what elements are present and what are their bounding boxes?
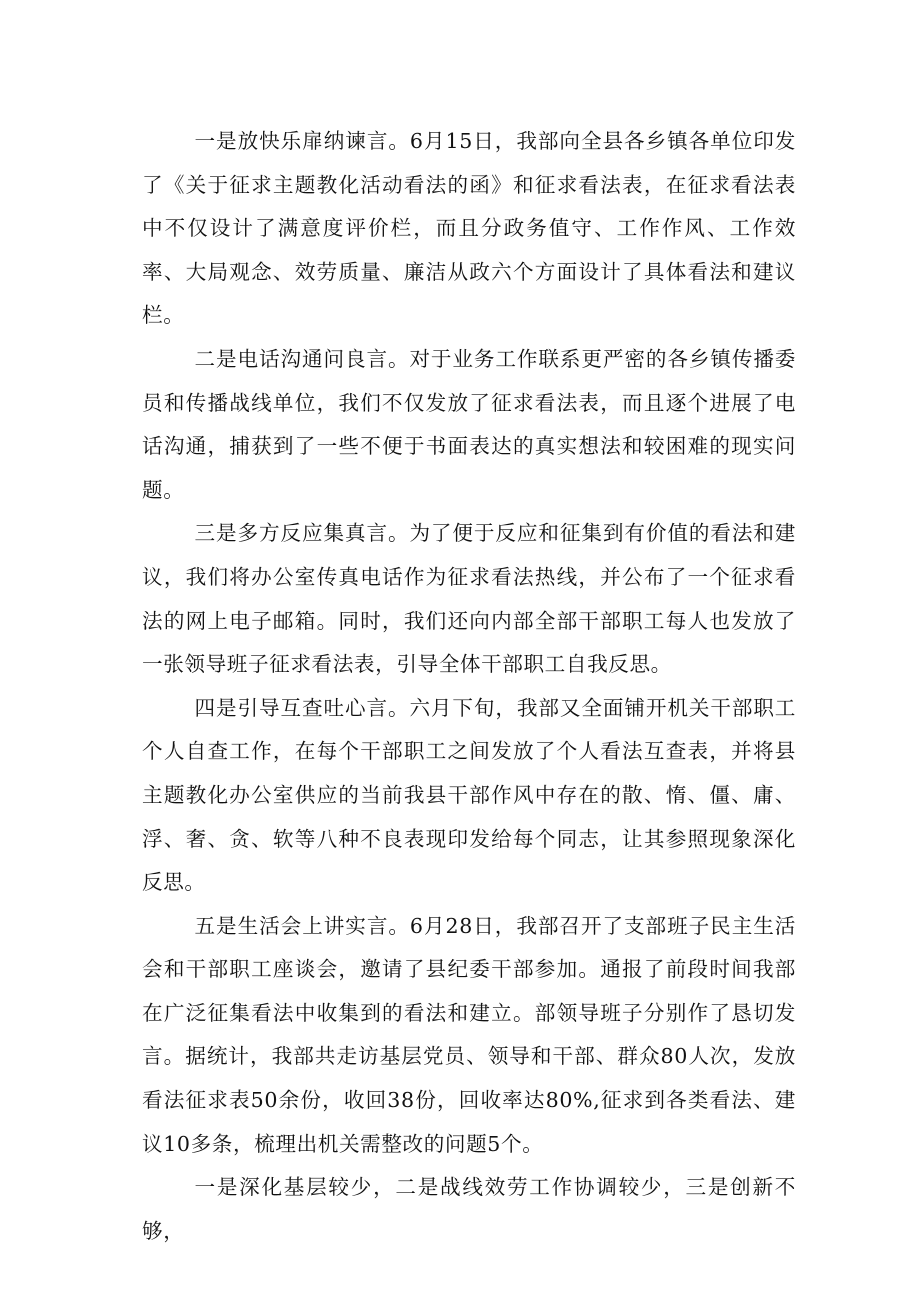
paragraph-4: 四是引导互查吐心言。六月下旬，我部又全面铺开机关干部职工个人自查工作，在每个干部职工之间发放了个人看法互查表，并将县主题教化办公室供应的当前我县干部作风中存在的散、惰、僵、庸、浮、奢、贪、软等八种不良表现印发给每个同志，让其参照现象深化反思。 — [142, 695, 796, 895]
paragraph-5: 五是生活会上讲实言。6月28日，我部召开了支部班子民主生活会和干部职工座谈会，邀请了县纪委干部参加。通报了前段时间我部在广泛征集看法中收集到的看法和建立。部领导班子分别作了恳切发言。据统计，我部共走访基层党员、领导和干部、群众80人次，发放看法征求表50余份，收回38份，回收率达80%,征求到各类看法、建议10多条，梳理出机关需整改的问题5个。 — [142, 913, 796, 1156]
paragraph-6: 一是深化基层较少，二是战线效劳工作协调较少，三是创新不够， — [142, 1175, 796, 1243]
paragraph-1: 一是放快乐扉纳谏言。6月15日，我部向全县各乡镇各单位印发了《关于征求主题教化活动看法的函》和征求看法表，在征求看法表中不仅设计了满意度评价栏，而且分政务值守、工作作风、工作效率、大局观念、效劳质量、廉洁从政六个方面设计了具体看法和建议栏。 — [142, 129, 796, 328]
document-body — [142, 120, 796, 1253]
paragraph-2: 二是电话沟通问良言。对于业务工作联系更严密的各乡镇传播委员和传播战线单位，我们不仅发放了征求看法表，而且逐个进展了电话沟通，捕获到了一些不便于书面表达的真实想法和较困难的现实问题。 — [142, 346, 796, 502]
paragraph-3: 三是多方反应集真言。为了便于反应和征集到有价值的看法和建议，我们将办公室传真电话作为征求看法热线，并公布了一个征求看法的网上电子邮箱。同时，我们还向内部全部干部职工每人也发放了一张领导班子征求看法表，引导全体干部职工自我反思。 — [142, 521, 796, 677]
